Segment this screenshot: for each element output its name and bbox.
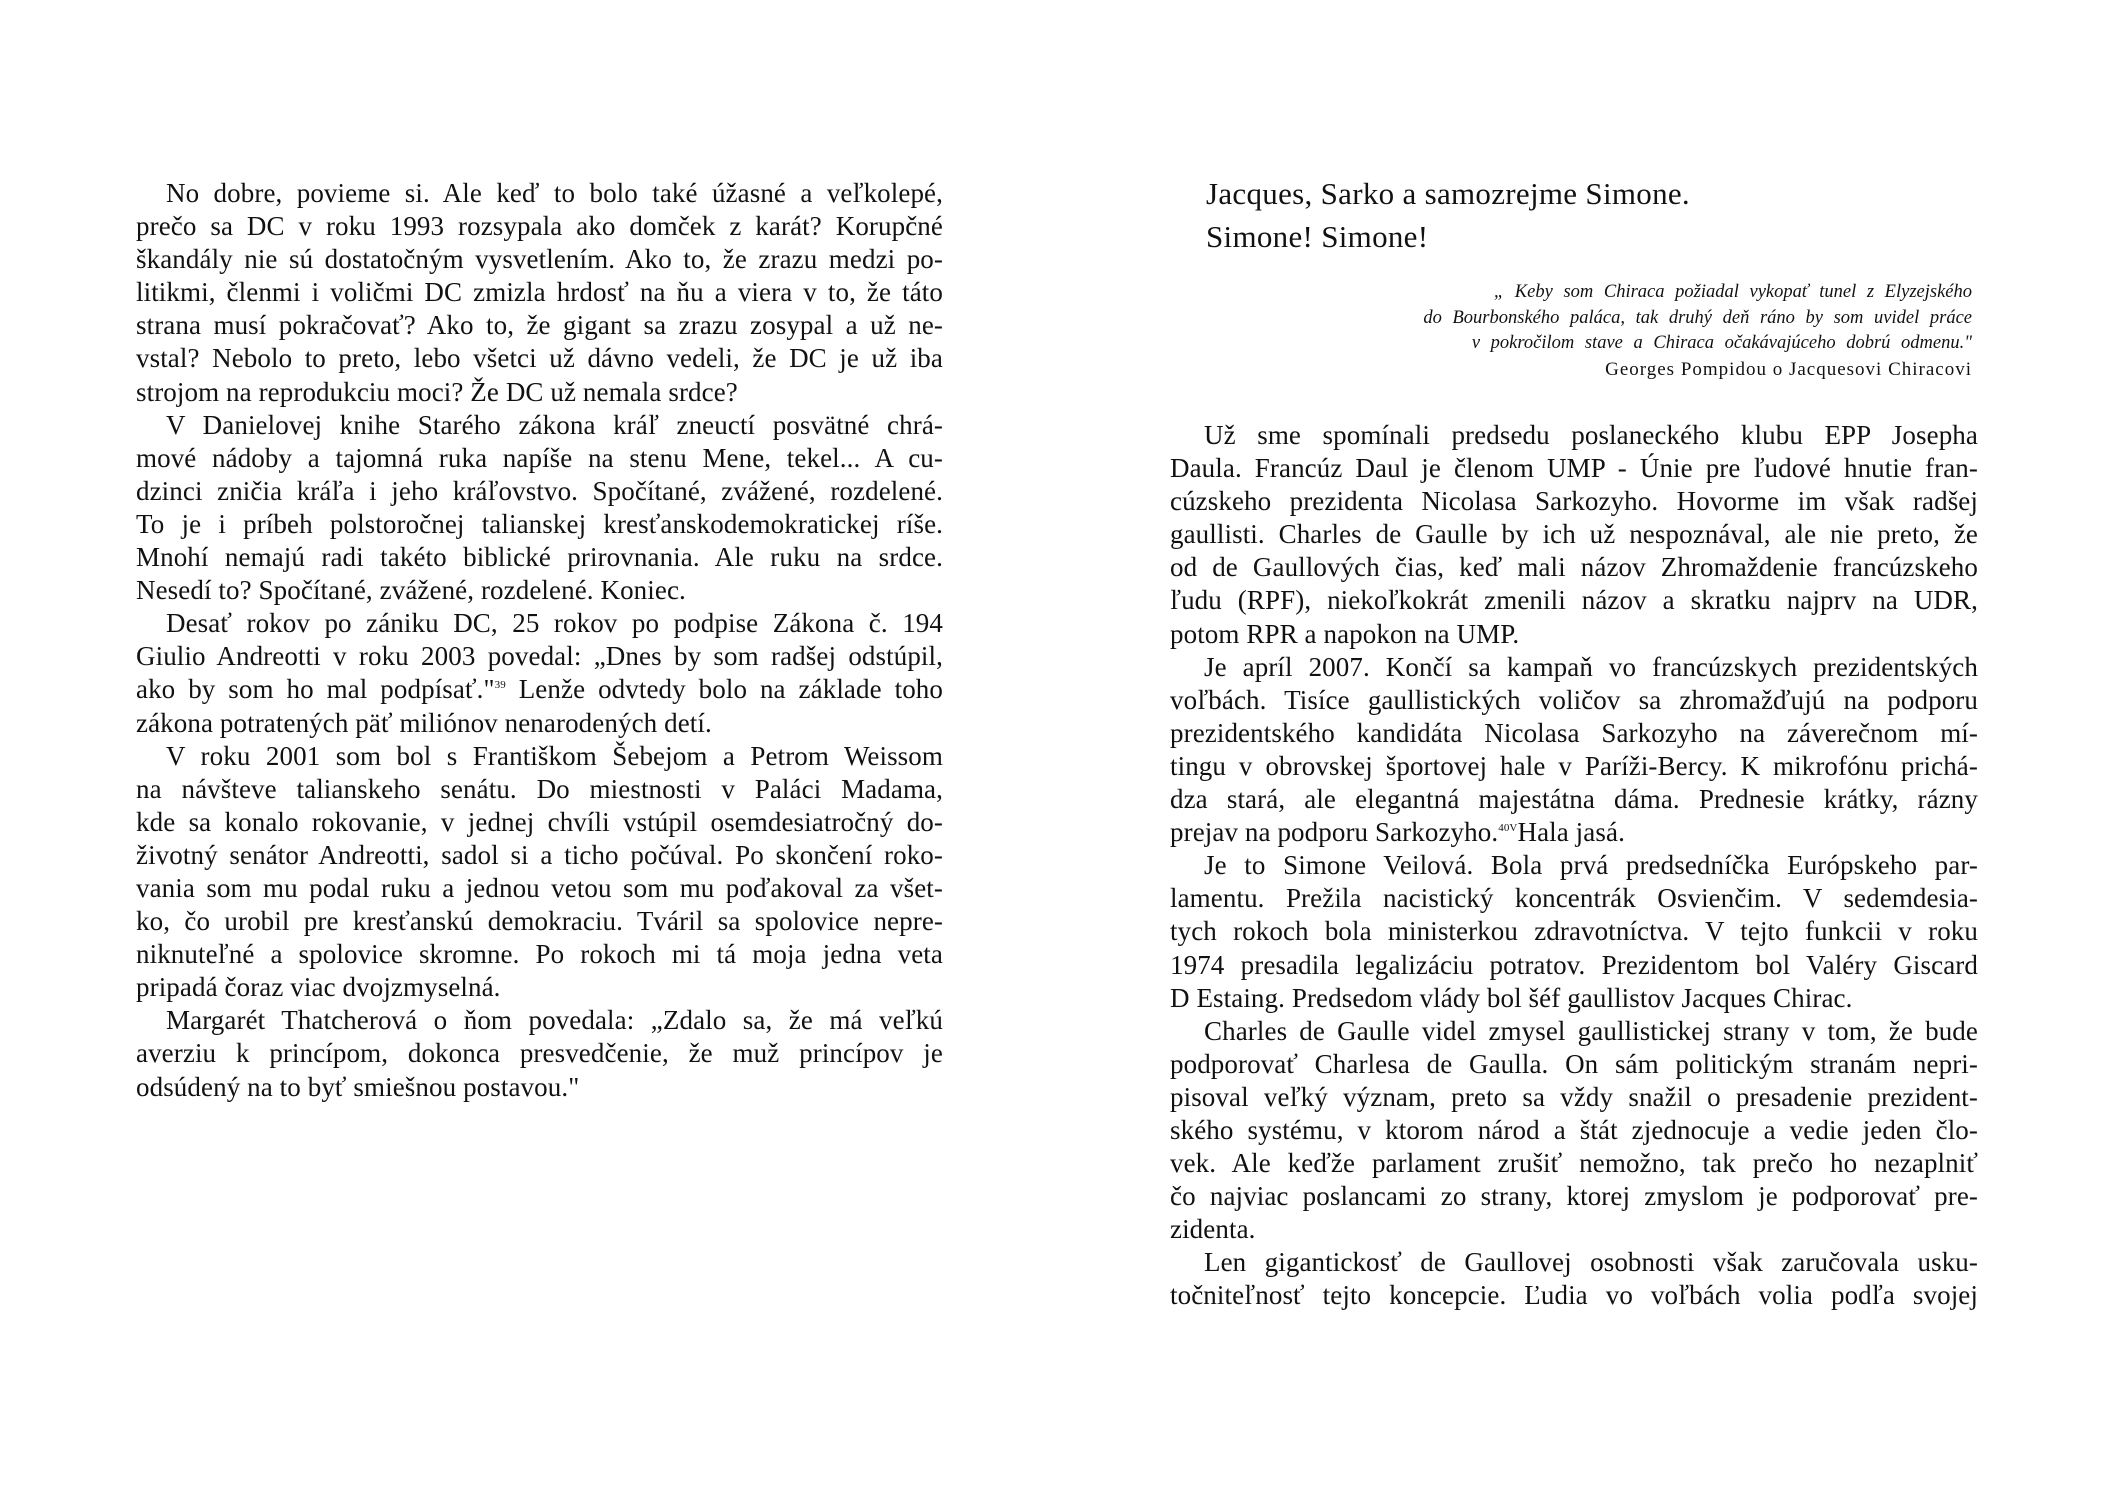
text-line: D Estaing. Predsedom vlády bol šéf gaullistov Jacques Chirac. — [1170, 982, 1853, 1013]
text-line: tych rokoch bola ministerkou zdravotníctva. V tejto funkcii v roku — [1170, 916, 1978, 947]
text-line: averziu k princípom, dokonca presvedčenie, že muž princípov je — [136, 1038, 943, 1069]
text-line: odsúdený na to byť smiešnou postavou." — [136, 1071, 580, 1102]
text-line: Charles de Gaulle videl zmysel gaullistickej strany v tom, že bude — [1204, 1015, 1978, 1046]
epigraph-line: v pokročilom stave a Chiraca očakávajúceho dobrú odmenu." — [1471, 333, 1972, 353]
text-line: lamentu. Prežila nacistický koncentrák Osvienčim. V sedemdesia- — [1170, 883, 1978, 914]
paragraph — [136, 1004, 943, 1103]
text-line: prezidentského kandidáta Nicolasa Sarkozyho na záverečnom mí- — [1170, 717, 1978, 748]
text-line: mové nádoby a tajomná ruka napíše na stenu Mene, tekel... A cu- — [136, 442, 943, 473]
text-line: prečo sa DC v roku 1993 rozsypala ako domček z karát? Korupčné — [136, 211, 943, 242]
text-line: dza stará, ale elegantná majestátna dáma. Prednesie krátky, rázny — [1170, 784, 1978, 815]
text-line: strana musí pokračovať? Ako to, že gigant sa zrazu zosypal a už ne- — [136, 310, 943, 341]
text-line: 1974 presadila legalizáciu potratov. Prezidentom bol Valéry Giscard — [1170, 949, 1978, 980]
text-line: gaullisti. Charles de Gaulle by ich už nespoznával, ale nie preto, že — [1170, 519, 1978, 550]
text-line: Daula. Francúz Daul je členom UMP - Únie pre ľudové hnutie fran- — [1170, 453, 1978, 484]
text-line: voľbách. Tisíce gaullistických voličov sa zhromažďujú na podporu — [1170, 684, 1978, 715]
text-line: vek. Ale keďže parlament zrušiť nemožno, tak prečo ho nezaplniť — [1170, 1148, 1978, 1179]
text-line: Giulio Andreotti v roku 2003 povedal: „Dnes by som radšej odstúpil, — [136, 641, 943, 672]
epigraph — [1192, 280, 1972, 382]
text-line: ko, čo urobil pre kresťanskú demokraciu. Tváril sa spolovice nepre- — [136, 906, 943, 937]
text-line: V roku 2001 som bol s Františkom Šebejom a Petrom Weissom — [166, 740, 943, 771]
text-line: čo najviac poslancami zo strany, ktorej zmyslom je podporovať pre- — [1170, 1181, 1978, 1212]
text-line: vstal? Nebolo to preto, lebo všetci už dávno vedeli, že DC je už iba — [136, 343, 943, 374]
text-line: Len gigantickosť de Gaullovej osobnosti však zaručovala usku- — [1204, 1247, 1978, 1278]
epigraph-line: „ Keby som Chiraca požiadal vykopať tunel z Elyzejského — [1493, 282, 1972, 302]
text-line: potom RPR a napokon na UMP. — [1170, 618, 1520, 649]
chapter-title — [1206, 172, 1690, 258]
text-line: škandály nie sú dostatočným vysvetlením. Ako to, že zrazu medzi po- — [136, 244, 943, 275]
chapter-title-line: Simone! Simone! — [1206, 219, 1429, 254]
text-line: Desať rokov po zániku DC, 25 rokov po podpise Zákona č. 194 — [166, 608, 943, 639]
footnote-mark: 40V — [1498, 822, 1518, 835]
line-text: Lenže odvtedy bolo na základe toho — [505, 674, 943, 705]
right-page-body — [1170, 419, 1978, 1313]
text-line: ského systému, v ktorom národ a štát zjednocuje a vedie jeden člo- — [1170, 1114, 1978, 1145]
paragraph — [136, 740, 943, 1005]
text-line: cúzskeho prezidenta Nicolasa Sarkozyho. Hovorme im však radšej — [1170, 486, 1978, 517]
text-line: Je apríl 2007. Končí sa kampaň vo francúzskych prezidentských — [1204, 651, 1978, 682]
text-line: strojom na reprodukciu moci? Že DC už nemala srdce? — [136, 376, 738, 407]
paragraph — [1170, 419, 1978, 651]
left-page-body — [136, 177, 943, 1104]
paragraph — [1170, 1015, 1978, 1247]
paragraph — [136, 177, 943, 409]
paragraph — [136, 409, 943, 608]
epigraph-attribution: Georges Pompidou o Jacquesovi Chiracovi — [1605, 358, 1972, 380]
text-line: točniteľnosť tejto koncepcie. Ľudia vo voľbách volia podľa svojej — [1170, 1280, 1978, 1311]
line-text: ako by som ho mal podpísať." — [136, 674, 495, 705]
text-line: Mnohí nemajú radi takéto biblické prirovnania. Ale ruku na srdce. — [136, 542, 943, 573]
text-line-with-footnote — [136, 673, 943, 706]
text-line: No dobre, povieme si. Ale keď to bolo také úžasné a veľkolepé, — [166, 178, 943, 208]
footnote-mark: 39 — [494, 679, 506, 692]
epigraph-line: do Bourbonského paláca, tak druhý deň ráno by som uvidel práce — [1423, 307, 1972, 328]
text-line-with-footnote — [1170, 816, 1978, 849]
paragraph — [1170, 651, 1978, 850]
paragraph — [1170, 849, 1978, 1014]
chapter-title-line: Jacques, Sarko a samozrejme Simone. — [1206, 176, 1690, 211]
text-line: Nesedí to? Spočítané, zvážené, rozdelené. Koniec. — [136, 575, 686, 606]
text-line: kde sa konalo rokovanie, v jednej chvíli vstúpil osemdesiatročný do- — [136, 806, 943, 837]
text-line: na návšteve talianskeho senátu. Do miestnosti v Paláci Madama, — [136, 773, 943, 804]
paragraph — [136, 607, 943, 739]
paragraph — [1170, 1246, 1978, 1312]
text-line: tingu v obrovskej športovej hale v Paríži-Bercy. K mikrofónu prichá- — [1170, 750, 1978, 781]
text-line: V Danielovej knihe Starého zákona kráľ zneuctí posvätné chrá- — [166, 409, 943, 440]
text-line: vania som mu podal ruku a jednou vetou som mu poďakoval za všet- — [136, 872, 943, 903]
text-line: životný senátor Andreotti, sadol si a ticho počúval. Po skončení roko- — [136, 839, 943, 870]
line-text: Hala jasá. — [1517, 817, 1625, 848]
text-line: Už sme spomínali predsedu poslaneckého klubu EPP Josepha — [1204, 420, 1978, 450]
text-line: ľudu (RPF), niekoľkokrát zmenili názov a skratku najprv na UDR, — [1170, 585, 1978, 616]
text-line: niknuteľné a spolovice skromne. Po rokoch mi tá moja jedna veta — [136, 939, 943, 970]
text-line: pripadá čoraz viac dvojzmyselná. — [136, 972, 501, 1003]
line-text: prejav na podporu Sarkozyho. — [1170, 817, 1499, 848]
text-line: dzinci zničia kráľa i jeho kráľovstvo. Spočítané, zvážené, rozdelené. — [136, 475, 943, 506]
text-line: zidenta. — [1170, 1214, 1256, 1245]
text-line: Je to Simone Veilová. Bola prvá predsedníčka Európskeho par- — [1204, 850, 1978, 881]
text-line: zákona potratených päť miliónov nenarodených detí. — [136, 707, 712, 738]
text-line: To je i príbeh polstoročnej talianskej kresťanskodemokratickej ríše. — [136, 508, 943, 539]
text-line: Margarét Thatcherová o ňom povedala: „Zdalo sa, že má veľkú — [166, 1005, 943, 1036]
text-line: od de Gaullových čias, keď mali názov Zhromaždenie francúzskeho — [1170, 552, 1978, 583]
text-line: litikmi, členmi i voličmi DC zmizla hrdosť na ňu a viera v to, že táto — [136, 277, 943, 308]
text-line: podporovať Charlesa de Gaulla. On sám politickým stranám nepri- — [1170, 1048, 1978, 1079]
text-line: pisoval veľký význam, preto sa vždy snažil o presadenie prezident- — [1170, 1081, 1978, 1112]
right-page — [1058, 0, 2116, 1500]
